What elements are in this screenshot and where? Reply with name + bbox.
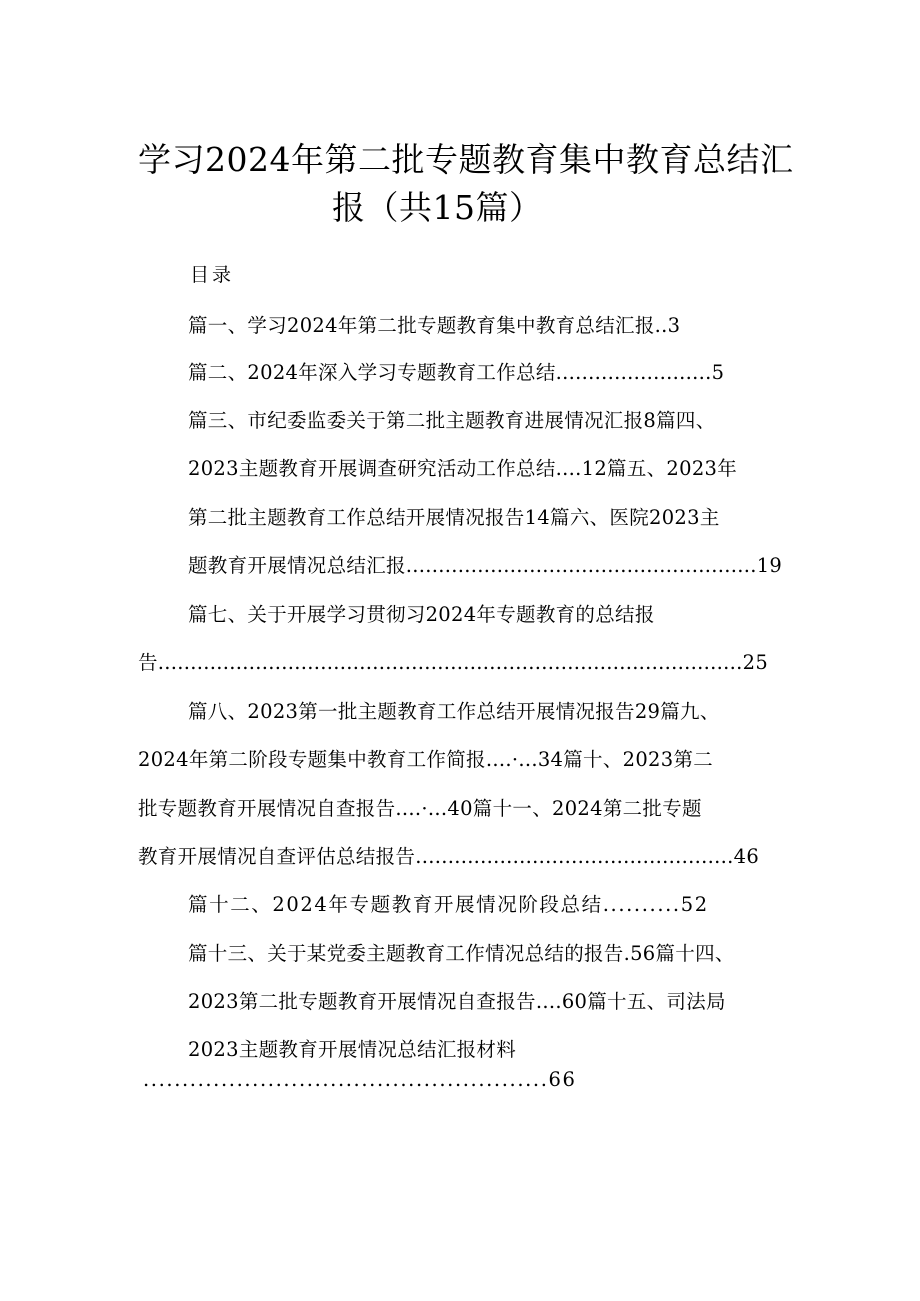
toc-line: 2023主题教育开展情况总结汇报材料 (188, 1038, 517, 1061)
toc-line: 篇二、2024年深入学习专题教育工作总结........................5 (188, 361, 725, 384)
toc-line: 篇三、市纪委监委关于第二批主题教育进展情况汇报8篇四、 (188, 409, 716, 432)
toc-line: 篇十三、关于某党委主题教育工作情况总结的报告.56篇十四、 (188, 942, 735, 965)
toc-line: 篇十二、2024年专题教育开展情况阶段总结..........52 (188, 893, 709, 916)
toc-line: 第二批主题教育工作总结开展情况报告14篇六、医院2023主 (188, 506, 720, 529)
toc-line: 2024年第二阶段专题集中教育工作简报....·...34篇十、2023第二 (138, 748, 714, 771)
toc-line: 篇一、学习2024年第二批专题教育集中教育总结汇报..3 (188, 314, 681, 337)
toc-heading: 目录 (190, 264, 235, 286)
toc-line: 题教育开展情况总结汇报......................................................19 (188, 554, 783, 577)
toc-line: 篇八、2023第一批主题教育工作总结开展情况报告29篇九、 (188, 700, 720, 723)
toc-line: ....................................................66 (143, 1068, 577, 1091)
toc-line: 教育开展情况自查评估总结报告.................................................46 (138, 845, 760, 868)
document-title-line-2: 报（共15篇） (332, 188, 543, 227)
toc-line: 批专题教育开展情况自查报告....·...40篇十一、2024第二批专题 (138, 797, 702, 820)
toc-line: 2023第二批专题教育开展情况自查报告....60篇十五、司法局 (188, 990, 726, 1013)
toc-line: 告..........................................................................................25 (138, 651, 769, 674)
document-title-line-1: 学习2024年第二批专题教育集中教育总结汇 (138, 140, 794, 179)
toc-line: 2023主题教育开展调查研究活动工作总结....12篇五、2023年 (188, 457, 738, 480)
toc-line: 篇七、关于开展学习贯彻习2024年专题教育的总结报 (188, 603, 655, 626)
